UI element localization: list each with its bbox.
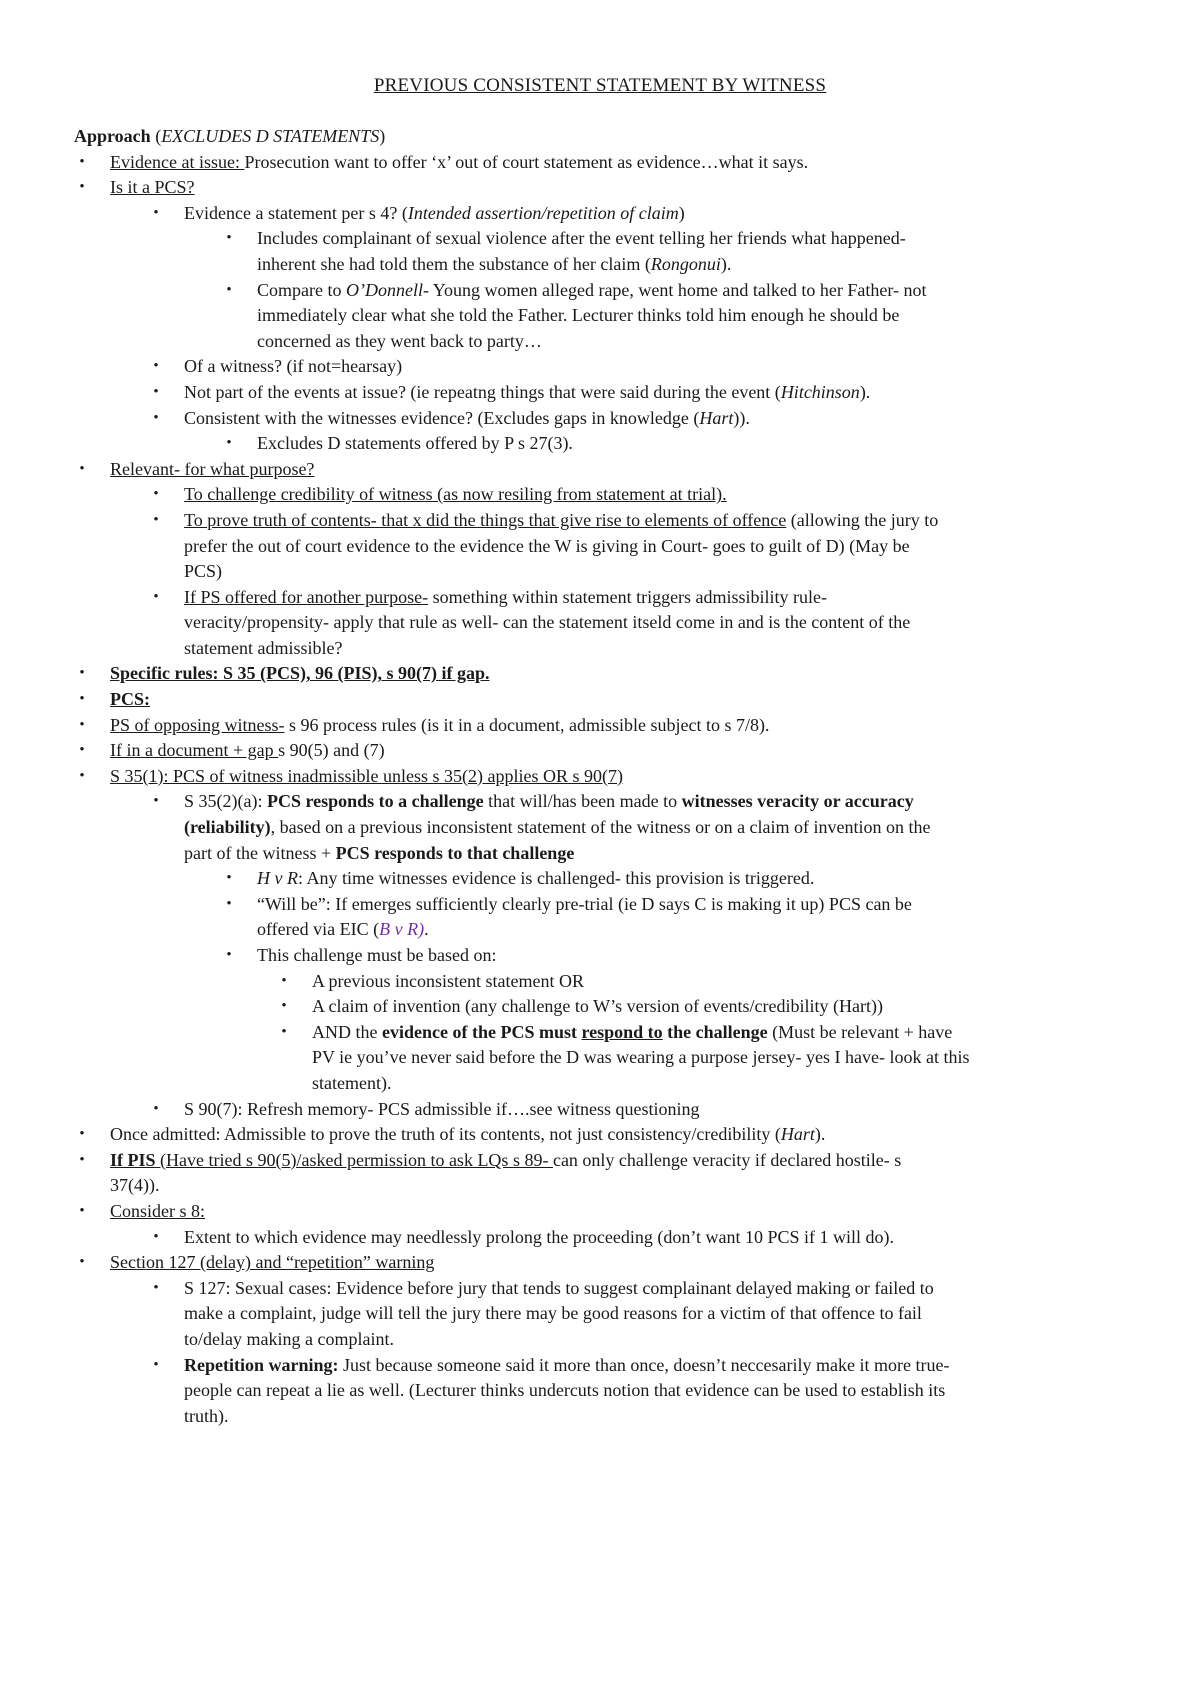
item-text: Hart <box>699 407 734 428</box>
item-text: If PS offered for another purpose- <box>184 586 429 607</box>
item-text: Section 127 (delay) and “repetition” warning <box>110 1252 435 1273</box>
item-text: Evidence a statement per s 4? ( <box>184 202 408 223</box>
list-item-continuation <box>74 1045 1134 1071</box>
list-item <box>74 226 1134 252</box>
list-item <box>74 969 1134 995</box>
bullet-icon: • <box>153 1100 159 1117</box>
bullet-icon: • <box>226 895 232 912</box>
item-text: s 90(5) and (7) <box>278 740 385 761</box>
item-text: H v R <box>257 868 298 889</box>
item-text: O’Donnell <box>345 279 423 300</box>
item-text: immediately clear what she told the Father. Lecturer thinks told him enough he should be <box>257 305 900 326</box>
bullet-icon: • <box>153 588 159 605</box>
bullet-icon: • <box>153 409 159 426</box>
list-item-continuation <box>74 329 1134 355</box>
approach-label: Approach <box>74 126 151 146</box>
list-item <box>74 866 1134 892</box>
item-text: PCS) <box>184 561 223 582</box>
item-text: evidence of the PCS must <box>382 1021 582 1042</box>
list-item <box>74 661 1134 687</box>
list-item-continuation <box>74 610 1134 636</box>
bullet-icon: • <box>226 281 232 298</box>
list-item <box>74 1250 1134 1276</box>
bullet-icon: • <box>153 358 159 375</box>
approach-paren-close: ) <box>379 126 386 146</box>
bullet-icon: • <box>79 665 85 682</box>
item-text: )). <box>733 407 750 428</box>
bullet-icon: • <box>281 1023 287 1040</box>
list-item <box>74 482 1134 508</box>
list-item-continuation <box>74 1071 1134 1097</box>
list-item <box>74 354 1134 380</box>
bullet-icon: • <box>79 179 85 196</box>
item-text: can only challenge veracity if declared hostile- s <box>552 1149 902 1170</box>
list-item <box>74 1148 1134 1174</box>
approach-note: EXCLUDES D STATEMENTS <box>161 126 380 146</box>
list-item <box>74 1097 1134 1123</box>
list-item <box>74 789 1134 815</box>
item-text: (Must be relevant + have <box>767 1021 953 1042</box>
item-text: - Young women alleged rape, went home and talked to her Father- not <box>422 279 927 300</box>
list-item-continuation <box>74 1404 1134 1430</box>
item-text: Prosecution want to offer ‘x’ out of court statement as evidence…what it says. <box>244 151 809 172</box>
list-item <box>74 687 1134 713</box>
list-item <box>74 892 1134 918</box>
bullet-icon: • <box>153 1228 159 1245</box>
item-text: the challenge <box>662 1021 768 1042</box>
item-text: Not part of the events at issue? (ie repeatng things that were said during the event ( <box>184 381 781 402</box>
item-text: that will/has been made to <box>483 791 682 812</box>
list-item <box>74 1353 1134 1379</box>
item-text: Of a witness? (if not=hearsay) <box>184 356 403 377</box>
list-item-continuation <box>74 1327 1134 1353</box>
bullet-icon: • <box>153 793 159 810</box>
item-text: concerned as they went back to party… <box>257 330 542 351</box>
bullet-icon: • <box>226 870 232 887</box>
list-item <box>74 406 1134 432</box>
bullet-icon: • <box>153 204 159 221</box>
item-text: PCS responds to that challenge <box>335 842 575 863</box>
list-item <box>74 994 1134 1020</box>
item-text: Repetition warning: <box>184 1354 339 1375</box>
item-text: (reliability) <box>184 817 271 838</box>
item-text: 37(4)). <box>110 1175 160 1196</box>
list-item-continuation <box>74 559 1134 585</box>
list-item <box>74 738 1134 764</box>
bullet-icon: • <box>79 1151 85 1168</box>
item-text: witnesses veracity or accuracy <box>681 791 914 812</box>
item-text: PV ie you’ve never said before the D was wearing a purpose jersey- yes I have- look at this <box>312 1047 970 1068</box>
approach-paren-open: ( <box>150 126 162 146</box>
item-text: (allowing the jury to <box>786 509 939 530</box>
item-text: Rongonui <box>650 253 721 274</box>
bullet-icon: • <box>153 511 159 528</box>
bullet-icon: • <box>153 1279 159 1296</box>
item-text: If PIS <box>110 1149 156 1170</box>
item-text: statement). <box>312 1072 392 1093</box>
item-text: offered via EIC ( <box>257 919 380 940</box>
notes-body <box>74 124 1134 1429</box>
item-text: To prove truth of contents- that x did the things that give rise to elements of offence <box>184 509 787 530</box>
item-text: s 96 process rules (is it in a document, admissible subject to s 7/8). <box>284 714 770 735</box>
item-text: A claim of invention (any challenge to W’s version of events/credibility (Hart)) <box>312 996 883 1017</box>
list-item <box>74 457 1134 483</box>
bullet-icon: • <box>281 972 287 989</box>
approach-heading <box>74 124 1134 150</box>
bullet-icon: • <box>153 1356 159 1373</box>
item-text: ) <box>678 202 685 223</box>
list-item <box>74 1199 1134 1225</box>
item-text: Compare to <box>257 279 346 300</box>
item-text: ). <box>814 1124 826 1145</box>
item-text: Consider s 8: <box>110 1200 206 1221</box>
item-text: (Have tried s 90(5)/asked permission to ask LQs s 89- <box>155 1149 553 1170</box>
list-item-continuation <box>74 917 1134 943</box>
list-item-continuation <box>74 252 1134 278</box>
item-text: Includes complainant of sexual violence after the event telling her friends what happened- <box>257 228 906 249</box>
item-text: truth). <box>184 1405 229 1426</box>
item-text: If in a document + gap <box>110 740 279 761</box>
item-text: Consistent with the witnesses evidence? (Excludes gaps in knowledge ( <box>184 407 700 428</box>
bullet-icon: • <box>79 460 85 477</box>
item-text: inherent she had told them the substance of her claim ( <box>257 253 651 274</box>
item-text: Is it a PCS? <box>110 177 195 198</box>
list-item-continuation <box>74 841 1134 867</box>
bullet-icon: • <box>226 230 232 247</box>
item-text: AND the <box>312 1021 382 1042</box>
item-text: ). <box>859 381 871 402</box>
item-text: prefer the out of court evidence to the evidence the W is giving in Court- goes to guilt of D) (May be <box>184 535 910 556</box>
list-item-continuation <box>74 1173 1134 1199</box>
list-item <box>74 201 1134 227</box>
item-text: veracity/propensity- apply that rule as well- can the statement itseld come in and is the content of the <box>184 612 911 633</box>
bullet-icon: • <box>79 1202 85 1219</box>
bullet-icon: • <box>153 383 159 400</box>
item-text: statement admissible? <box>184 637 343 658</box>
item-text: S 90(7): Refresh memory- PCS admissible if….see witness questioning <box>184 1098 700 1119</box>
bullet-icon: • <box>79 742 85 759</box>
list-item <box>74 713 1134 739</box>
list-item-continuation <box>74 1301 1134 1327</box>
item-text: , based on a previous inconsistent statement of the witness or on a claim of invention on the <box>270 817 931 838</box>
list-item <box>74 380 1134 406</box>
list-item-continuation <box>74 1378 1134 1404</box>
bullet-icon: • <box>79 691 85 708</box>
list-item <box>74 1276 1134 1302</box>
bullet-icon: • <box>79 153 85 170</box>
item-text: Hart <box>780 1124 815 1145</box>
list-item <box>74 508 1134 534</box>
item-text: Once admitted: Admissible to prove the truth of its contents, not just consistency/credibility ( <box>110 1124 781 1145</box>
item-text: Specific rules: S 35 (PCS), 96 (PIS), s 90(7) if gap. <box>110 663 490 684</box>
item-text: ). <box>720 253 732 274</box>
item-text: PCS: <box>110 689 150 710</box>
item-text: A previous inconsistent statement OR <box>312 970 584 991</box>
item-text: B v R) <box>379 919 425 940</box>
list-item-continuation <box>74 303 1134 329</box>
list-item <box>74 1122 1134 1148</box>
bullet-icon: • <box>79 1254 85 1271</box>
list-item <box>74 175 1134 201</box>
bullet-icon: • <box>226 947 232 963</box>
list-item <box>74 585 1134 611</box>
item-text: Relevant- for what purpose? <box>110 458 315 479</box>
bullet-icon: • <box>79 716 85 733</box>
item-text: Extent to which evidence may needlessly prolong the proceeding (don’t want 10 PCS if 1 will do). <box>184 1226 895 1247</box>
item-text: : Any time witnesses evidence is challenged- this provision is triggered. <box>297 868 815 889</box>
list-item <box>74 1020 1134 1046</box>
item-text: S 35(2)(a): <box>184 791 267 812</box>
list-item <box>74 764 1134 790</box>
item-text: “Will be”: If emerges sufficiently clearly pre-trial (ie D says C is making it up) PCS can be <box>257 893 912 914</box>
list-item-continuation <box>74 534 1134 560</box>
item-text: Hitchinson <box>780 381 860 402</box>
item-text: To challenge credibility of witness (as now resiling from statement at trial). <box>184 484 727 505</box>
item-text: This challenge must be based on: <box>257 945 497 965</box>
item-text: S 127: Sexual cases: Evidence before jury that tends to suggest complainant delayed making or failed to <box>184 1277 934 1298</box>
item-text: make a complaint, judge will tell the jury there may be good reasons for a victim of that offence to fail <box>184 1303 922 1324</box>
bullet-icon: • <box>153 486 159 503</box>
item-text: respond to <box>581 1021 663 1042</box>
bullet-icon: • <box>226 435 232 452</box>
item-text: people can repeat a lie as well. (Lecturer thinks undercuts notion that evidence can be used to establish its <box>184 1380 946 1401</box>
bullet-icon: • <box>79 1126 85 1143</box>
list-item <box>74 278 1134 304</box>
list-item <box>74 943 1134 969</box>
item-text: Intended assertion/repetition of claim <box>407 202 679 223</box>
list-item <box>74 431 1134 457</box>
list-item <box>74 1225 1134 1251</box>
item-text: to/delay making a complaint. <box>184 1328 394 1349</box>
item-text: . <box>424 919 429 940</box>
item-text: Excludes D statements offered by P s 27(3). <box>257 433 573 454</box>
item-text: part of the witness + <box>184 842 336 863</box>
bullet-icon: • <box>79 767 85 784</box>
list-item <box>74 150 1134 176</box>
bullet-icon: • <box>281 998 287 1015</box>
list-item-continuation <box>74 815 1134 841</box>
item-text: something within statement triggers admissibility rule- <box>428 586 828 607</box>
item-text: PCS responds to a challenge <box>266 791 484 812</box>
list-item-continuation <box>74 636 1134 662</box>
item-text: Just because someone said it more than once, doesn’t neccesarily make it more true- <box>338 1354 950 1375</box>
item-text: PS of opposing witness- <box>110 714 285 735</box>
item-text: Evidence at issue: <box>110 151 245 172</box>
page-title: PREVIOUS CONSISTENT STATEMENT BY WITNESS <box>373 75 827 96</box>
item-text: S 35(1): PCS of witness inadmissible unless s 35(2) applies OR s 90(7) <box>110 765 623 786</box>
